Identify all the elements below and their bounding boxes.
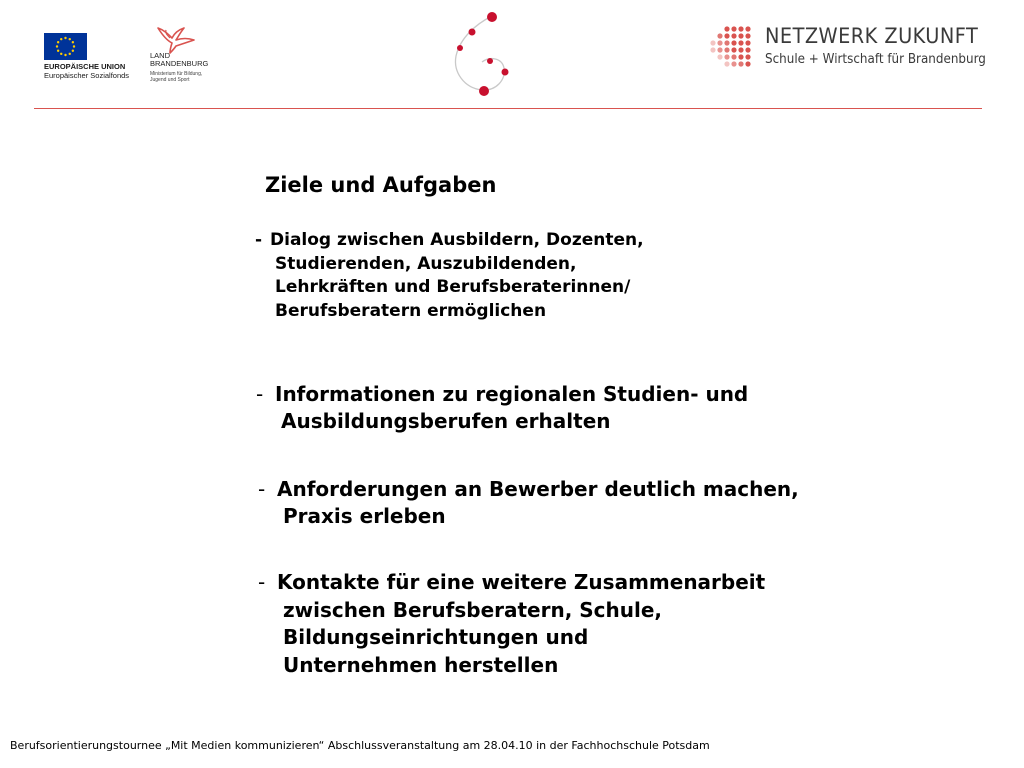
goal-line: Studierenden, Auszubildenden, [275, 253, 577, 274]
goal-line: Praxis erleben [283, 504, 446, 528]
netzwerk-zukunft-subtitle: Schule + Wirtschaft für Brandenburg [765, 52, 986, 67]
brandenburg-ministry [150, 71, 202, 83]
eu-logo-title: EUROPÄISCHE UNION [44, 62, 126, 71]
goal-line: Ausbildungsberufen erhalten [281, 409, 611, 433]
netzwerk-zukunft-logo [708, 24, 998, 74]
goal-line: Kontakte für eine weitere Zusammenarbeit [277, 570, 766, 594]
goal-item-kontakte [258, 569, 765, 679]
brandenburg-name-line2: BRANDENBURG [150, 59, 209, 68]
footer-caption: Berufsorientierungstournee „Mit Medien kommunizieren“ Abschlussveranstaltung am 28.04.10 in der Fachhochschule Potsdam [10, 739, 710, 752]
brandenburg-name-line1: LAND [150, 51, 171, 60]
dotted-swirl-icon [446, 10, 516, 100]
goal-line: Informationen zu regionalen Studien- und [275, 382, 749, 406]
brandenburg-name [150, 52, 208, 68]
goal-line: Unternehmen herstellen [283, 652, 559, 677]
goal-line: Berufsberatern ermöglichen [275, 300, 547, 321]
brandenburg-ministry-line1: Ministerium für Bildung, [150, 71, 203, 77]
red-eagle-icon [154, 24, 198, 54]
goal-line: zwischen Berufsberatern, Schule, [283, 597, 663, 622]
eu-logo-subtitle: Europäischer Sozialfonds [44, 71, 130, 80]
eu-logo-text [44, 62, 129, 80]
header-divider [34, 108, 982, 109]
goal-dash: - [255, 230, 263, 250]
eu-logo [44, 33, 154, 83]
netzwerk-zukunft-title: NETZWERK ZUKUNFT [765, 24, 979, 48]
goal-line: Anforderungen an Bewerber deutlich machen, [277, 477, 799, 501]
goal-line: Bildungseinrichtungen und [283, 625, 589, 649]
goal-dash: - [256, 382, 264, 406]
page-title: Ziele und Aufgaben [265, 173, 497, 197]
goal-item-anforderungen [258, 476, 799, 530]
goal-dash: - [258, 477, 266, 501]
goal-item-dialog [255, 229, 644, 323]
dot-grid-icon [708, 26, 754, 70]
eu-flag-icon [44, 33, 87, 60]
goal-line: Lehrkräften und Berufsberaterinnen/ [275, 277, 631, 297]
goal-line: Dialog zwischen Ausbildern, Dozenten, [270, 230, 644, 250]
goal-dash: - [258, 570, 266, 594]
brandenburg-logo [150, 24, 220, 86]
brandenburg-ministry-line2: Jugend und Sport [150, 77, 190, 83]
goal-item-informationen [256, 381, 748, 435]
